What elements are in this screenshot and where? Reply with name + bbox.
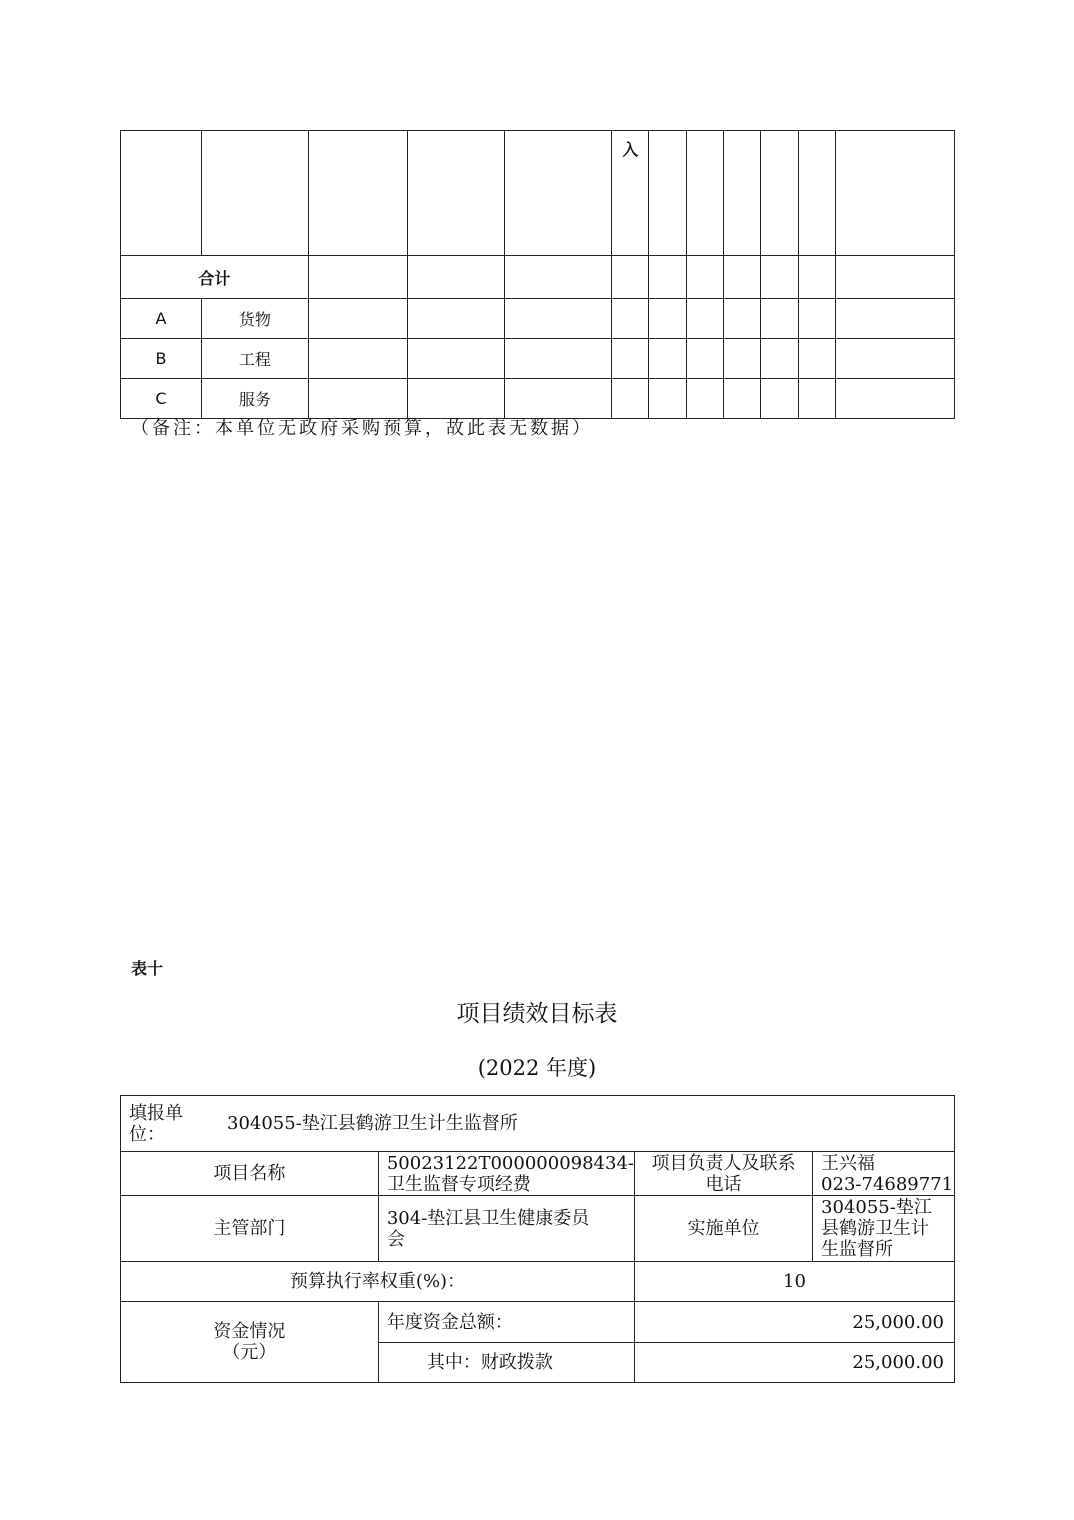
procurement-note: （备注：本单位无政府采购预算，故此表无数据） bbox=[131, 418, 593, 439]
owner-label: 项目负责人及联系 bbox=[651, 1152, 796, 1174]
header-fragment: 入 bbox=[612, 131, 649, 256]
dept-label: 主管部门 bbox=[121, 1196, 379, 1262]
fiscal-value: 25,000.00 bbox=[635, 1343, 955, 1383]
impl-value: 304055-垫江 bbox=[821, 1197, 932, 1218]
dept-value: 304-垫江县卫生健康委员 bbox=[386, 1207, 590, 1229]
unit-row bbox=[121, 1096, 955, 1152]
owner-label-cont: 电话 bbox=[705, 1173, 742, 1195]
dept-value-cont: 会 bbox=[386, 1228, 405, 1250]
impl-value-cont2: 生监督所 bbox=[821, 1239, 894, 1260]
row-code: C bbox=[121, 379, 202, 419]
table-row bbox=[121, 339, 955, 379]
weight-row bbox=[121, 1262, 955, 1302]
funds-label-unit: （元） bbox=[222, 1342, 277, 1363]
project-name-value-cont: 卫生监督专项经费 bbox=[386, 1173, 531, 1195]
page-title: 项目绩效目标表 bbox=[456, 1001, 618, 1027]
unit-label: 填报单 bbox=[129, 1102, 183, 1124]
row-code: A bbox=[121, 299, 202, 339]
owner-name: 王兴福 bbox=[821, 1152, 876, 1174]
row-code: B bbox=[121, 339, 202, 379]
fiscal-label: 其中：财政拨款 bbox=[378, 1343, 634, 1383]
table-row bbox=[121, 379, 955, 419]
impl-value-cont: 县鹤游卫生计 bbox=[821, 1218, 930, 1239]
project-row bbox=[121, 1152, 955, 1196]
performance-table bbox=[120, 1095, 955, 1383]
table-number: 表十 bbox=[131, 959, 164, 978]
total-funds-label: 年度资金总额： bbox=[378, 1302, 634, 1343]
unit-label-cont: 位： bbox=[129, 1123, 165, 1145]
row-name: 工程 bbox=[201, 339, 308, 379]
impl-label: 实施单位 bbox=[635, 1196, 813, 1262]
total-funds-value: 25,000.00 bbox=[635, 1302, 955, 1343]
weight-value: 10 bbox=[635, 1262, 955, 1302]
table-row bbox=[121, 299, 955, 339]
unit-value: 304055-垫江县鹤游卫生计生监督所 bbox=[227, 1113, 518, 1134]
weight-label: 预算执行率权重(%)： bbox=[121, 1262, 635, 1302]
funds-label: 资金情况 bbox=[213, 1321, 286, 1342]
dept-row bbox=[121, 1196, 955, 1262]
total-label: 合计 bbox=[121, 256, 309, 299]
project-name-value: 50023122T000000098434- bbox=[386, 1152, 634, 1174]
row-name: 货物 bbox=[201, 299, 308, 339]
row-name: 服务 bbox=[201, 379, 308, 419]
procurement-header-row bbox=[121, 131, 955, 256]
procurement-table bbox=[120, 130, 955, 419]
owner-phone: 023-74689771 bbox=[821, 1173, 954, 1195]
page-subtitle: (2022 年度) bbox=[477, 1056, 597, 1080]
funds-row bbox=[121, 1302, 955, 1343]
procurement-total-row bbox=[121, 256, 955, 299]
project-name-label: 项目名称 bbox=[121, 1152, 379, 1196]
